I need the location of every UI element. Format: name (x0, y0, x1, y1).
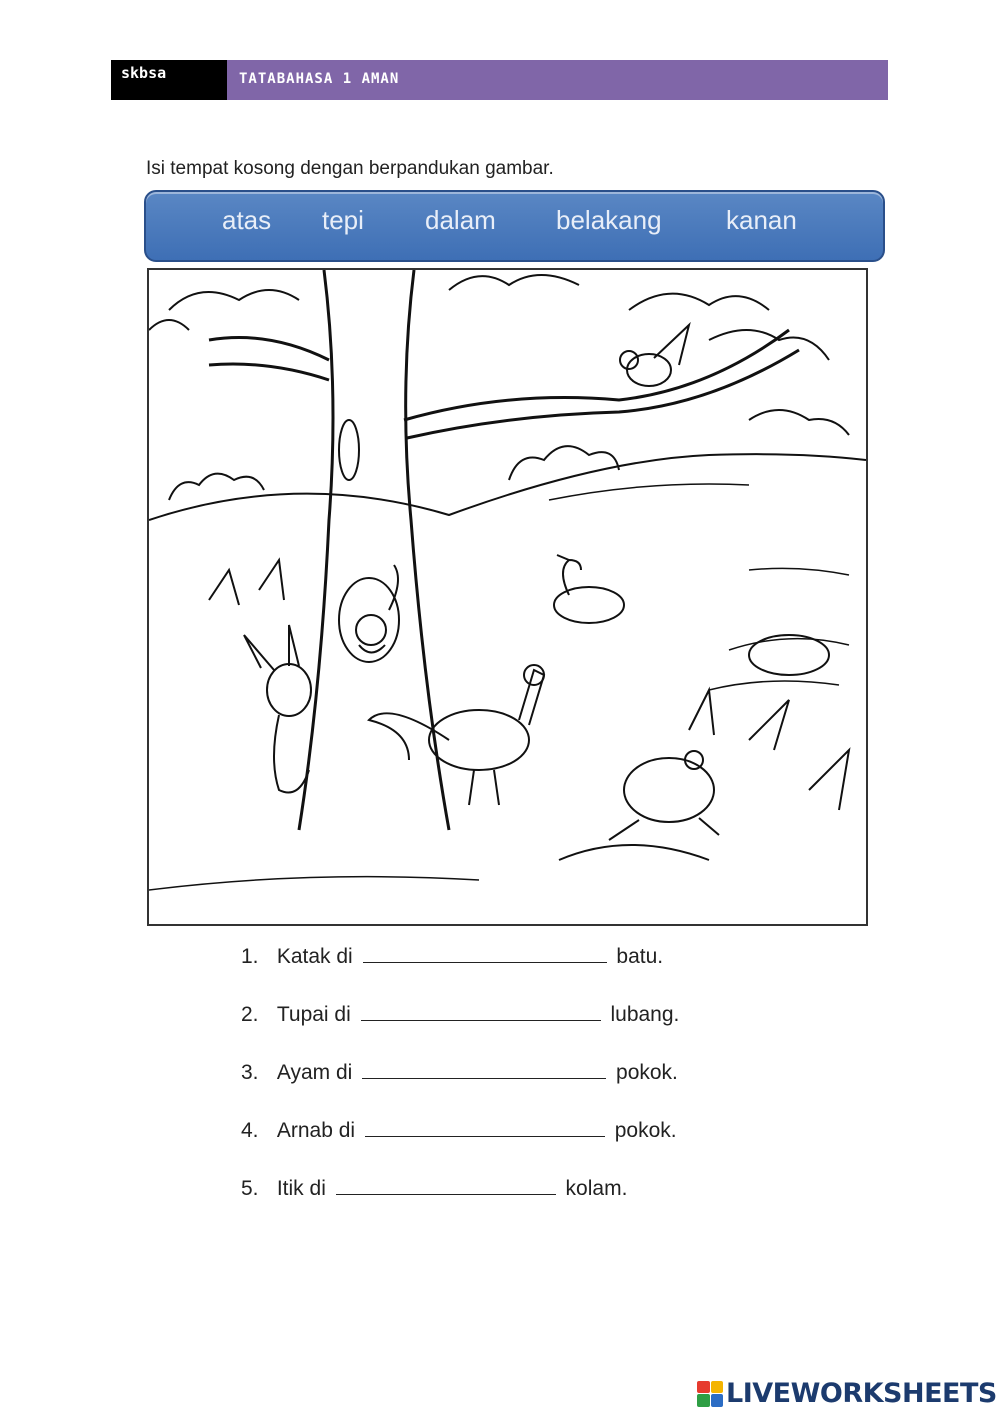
pond-icon (709, 568, 849, 690)
word-option: belakang (556, 205, 662, 235)
question-item (241, 940, 663, 974)
instruction-text: Isi tempat kosong dengan berpandukan gambar. (146, 158, 554, 179)
duck-icon (554, 555, 624, 623)
answer-blank[interactable] (336, 1172, 556, 1195)
answer-blank[interactable] (361, 998, 601, 1021)
question-item (241, 1114, 677, 1148)
answer-blank[interactable] (365, 1114, 605, 1137)
question-item (241, 998, 679, 1032)
rooster-icon (369, 665, 544, 805)
question-item (241, 1056, 678, 1090)
tree-icon (149, 270, 849, 890)
question-text: Arnab di (276, 1119, 356, 1142)
frog-icon (609, 751, 719, 840)
question-number: 3. (241, 1061, 259, 1084)
word-option: tepi (322, 205, 364, 235)
question-number: 2. (241, 1003, 259, 1026)
bird-icon (620, 325, 689, 386)
question-text: Itik di (276, 1177, 326, 1200)
bush-icon (169, 446, 619, 500)
question-text: Tupai di (276, 1003, 351, 1026)
liveworksheets-logo-icon (697, 1381, 723, 1407)
worksheet-title: TATABAHASA 1 AMAN (227, 60, 888, 100)
question-number: 4. (241, 1119, 259, 1142)
question-text: kolam. (565, 1177, 628, 1200)
question-text: batu. (616, 945, 664, 968)
question-text: pokok. (616, 1061, 678, 1084)
answer-blank[interactable] (363, 940, 607, 963)
scene-illustration (147, 268, 868, 926)
word-option: dalam (425, 205, 496, 235)
question-number: 1. (241, 945, 259, 968)
school-label: skbsa (111, 60, 227, 100)
rabbit-icon (244, 625, 311, 793)
word-option: kanan (726, 205, 797, 235)
question-text: Ayam di (276, 1061, 353, 1084)
answer-blank[interactable] (362, 1056, 606, 1079)
liveworksheets-brand[interactable] (697, 1378, 997, 1409)
question-text: lubang. (610, 1003, 680, 1026)
word-bank (144, 190, 885, 262)
brand-name: LIVEWORKSHEETS (726, 1378, 997, 1409)
question-text: pokok. (614, 1119, 677, 1142)
worksheet-header (111, 60, 888, 100)
question-number: 5. (241, 1177, 259, 1200)
rock-icon (559, 635, 829, 860)
word-option: atas (222, 205, 272, 235)
question-item (241, 1172, 627, 1206)
question-text: Katak di (276, 945, 353, 968)
